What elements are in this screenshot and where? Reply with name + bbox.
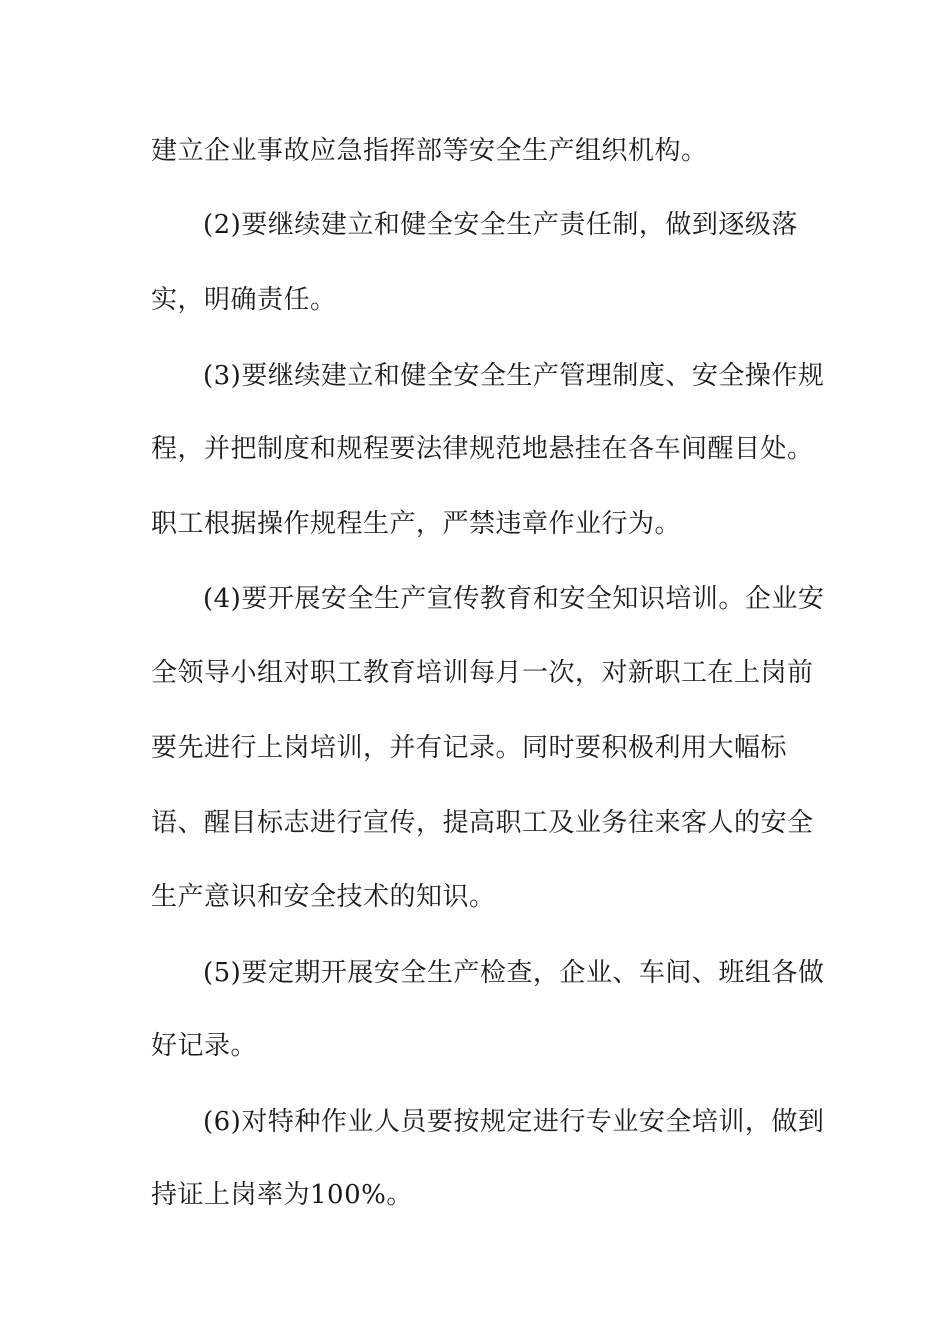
paragraph-line: 语、醒目标志进行宣传，提高职工及业务往来客人的安全 (151, 808, 814, 838)
paragraph-line: 程，并把制度和规程要法律规范地悬挂在各车间醒目处。 (151, 434, 814, 464)
paragraph-line: (5)要定期开展安全生产检查，企业、车间、班组各做 (203, 958, 825, 988)
paragraph-line: 全领导小组对职工教育培训每月一次，对新职工在上岗前 (151, 658, 814, 688)
paragraph-line: 持证上岗率为100%。 (151, 1180, 413, 1210)
paragraph-line: 要先进行上岗培训，并有记录。同时要积极利用大幅标 (151, 733, 788, 763)
paragraph-line: 实，明确责任。 (151, 285, 337, 315)
paragraph-line: (4)要开展安全生产宣传教育和安全知识培训。企业安 (203, 584, 825, 614)
paragraph-line: (6)对特种作业人员要按规定进行专业安全培训，做到 (203, 1107, 825, 1137)
paragraph-line: 生产意识和安全技术的知识。 (151, 882, 496, 912)
paragraph-line: 建立企业事故应急指挥部等安全生产组织机构。 (151, 136, 708, 166)
paragraph-line: 职工根据操作规程生产，严禁违章作业行为。 (151, 509, 682, 539)
paragraph-line: 好记录。 (151, 1031, 258, 1061)
paragraph-line: (2)要继续建立和健全安全生产责任制，做到逐级落 (203, 210, 798, 240)
paragraph-line: (3)要继续建立和健全安全生产管理制度、安全操作规 (203, 361, 825, 391)
